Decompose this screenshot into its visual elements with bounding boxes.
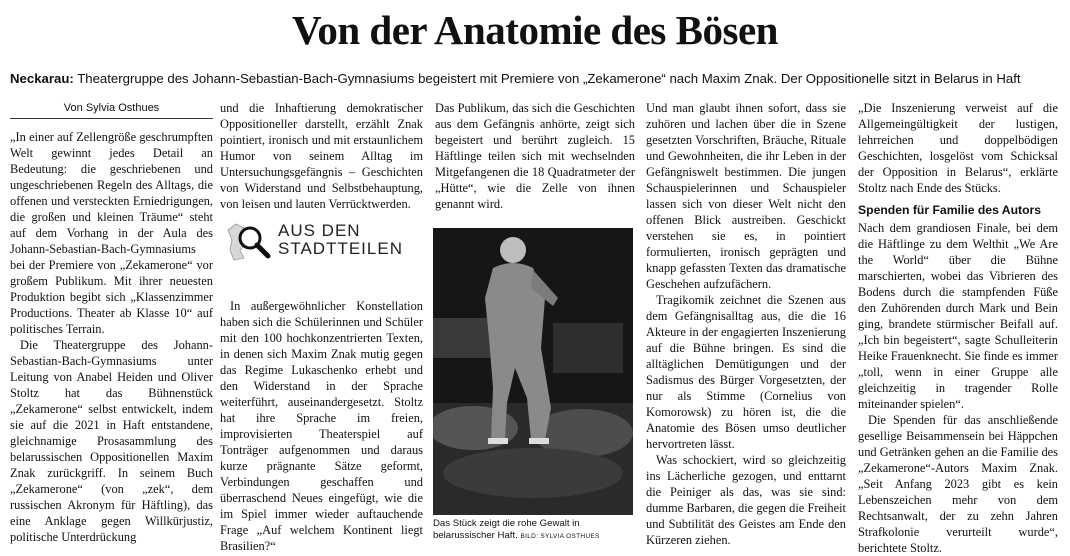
column-1 (10, 100, 213, 545)
paragraph: Die Spenden für das anschließende gesellige Beisammensein bei Häppchen und Getränken gehen an die Familie des „Zekamerone“-Autors Maxim Znak. „Seit Anfang 2023 gibt es kein Lebenszeichen mehr von dem Rechtsanwalt, der zu zehn Jahren Strafkolonie verurteilt wurde“, berichtete Stoltz. (858, 413, 1058, 555)
stage-photo (433, 228, 633, 515)
rubric-title (278, 222, 403, 258)
column-4 (646, 100, 846, 548)
rubric-line-1: AUS DEN (278, 221, 361, 240)
column-3 (435, 100, 635, 212)
paragraph: Und man glaubt ihnen sofort, dass sie zuhören und lachen über die in Szene gesetzten Vorschriften, Bräuche, Rituale und Gewohnheiten, die ihr Leben in der Gefängniswelt bestimmen. Die jungen Schauspielerinnen und Schauspieler lassen sich von dieser Welt nicht den offenen Blick austreiben. Geschickt verstehen sie es, in pointiert formulierten, ironisch geprägten und knapp gefassten Texten das dramatische Geschehen aufzufächern. (646, 101, 846, 291)
caption-text: Das Stück zeigt die rohe Gewalt in belarussischer Haft. (433, 518, 580, 541)
paragraph: In außergewöhnlicher Konstellation haben sich die Schülerinnen und Schüler mit den 100 hochkonzentrierten Texten, in denen sich Maxim Znak mutig gegen das Regime Lukaschenko erhebt und den Widerstand in der Sprache weiterführt, auseinandergesetzt. Stoltz hat ihre Sprache im freien, improvisierten Theaterspiel auf Tonträger aufgenommen und daraus kurze prägnante Sätze geformt, Verbindungen geschaffen und überraschend Neues eingefügt, wie die im Spiel immer wieder auftauchende Frage „Auf welchem Kontinent liegt Brasilien?“ (220, 299, 423, 553)
paragraph: Was schockiert, wird so gleichzeitig ins Lächerliche gezogen, und enttarnt die Peiniger als das, was sie sind: dumme Barbaren, die gegen die Freiheit und Subtilität des Geistes am Ende den Kürzeren ziehen. (646, 453, 846, 547)
subheadline (10, 70, 1070, 88)
paragraph: Tragikomik zeichnet die Szenen aus dem Gefängnisalltag aus, die die 16 Akteure in der engagierten Inszenierung auf die Bühne bringen. Es sind die alltäglichen Demütigungen und der Sadismus des Bürger Vorgesetzten, der nur als Stimme (Cornelius von Komorowsk) zu hören ist, die die Anatomie des Bösen umso deutlicher hervortreten lässt. (646, 293, 846, 451)
photo-caption (433, 518, 638, 543)
paragraph: und die Inhaftierung demokratischer Oppositioneller darstellt, erzählt Znak pointiert, ironisch und mit erstaunlichem Humor von seinem Alltag im Untersuchungsgefängnis – Geschichten von Widerstand und Selbstbehauptung, von leisen und lauten Verrücktwerden. (220, 101, 423, 211)
paragraph: Nach dem grandiosen Finale, bei dem die Häftlinge zu dem Welthit „We Are the World“ über die Bühne marschierten, wobei das Vibrieren des Bodens durch die stampfenden Füße den Zuhörenden durch Mark und Bein ging, brandete stürmischer Beifall auf. „Ich bin begeistert“, sagte Schulleiterin Heike Frauenknecht. Sie finde es immer „toll, wenn in einer Gruppe alle gleichzeitig in tragender Rolle miteinander spielen“. (858, 221, 1058, 411)
location-kicker: Neckarau: (10, 71, 74, 86)
byline: Von Sylvia Osthues (10, 100, 213, 119)
magnifier-map-icon (226, 220, 274, 264)
paragraph: Das Publikum, das sich die Geschichten aus dem Gefängnis anhörte, zeigt sich begeistert und berührt zugleich. 15 Häftlinge teilen sich mit wechselnden Mitgefangenen die 18 Quadratmeter der „Hütte“, wie die Zelle von ihnen genannt wird. (435, 101, 635, 211)
paragraph: „In einer auf Zellengröße geschrumpften Welt gewinnt jedes Detail an Bedeutung: die geschriebenen und ungeschriebenen Regeln des Alltags, die offenen und versteckten Erniedrigungen, die großen und kleinen Träume“ steht auf dem Vorhang in der Aula des Johann-Sebastian-Bach-Gymnasiums bei der Premiere von „Zekamerone“ vor großem Publikum. Mit ihrer neuesten Produktion begibt sich „Klassenzimmer Productions. Theater ab Klasse 10“ auf politisches Terrain. (10, 130, 213, 336)
crosshead: Spenden für Familie des Autors (858, 203, 1042, 217)
rubric-line-2: STADTTEILEN (278, 239, 403, 258)
photo-credit: BILD: SYLVIA OSTHUES (520, 533, 600, 540)
paragraph: Die Theatergruppe des Johann-Sebastian-Bach-Gymnasiums unter Leitung von Anabel Heiden und Oliver Stoltz hat das Bühnenstück „Zekamerone“ selbst entwickelt, indem sie auf die 2021 in Haft entstandene, gleichnamige Prosasammlung des belarussischen Oppositionellen Maxim Znak zurückgriff. In seinem Buch „Zekamerone“ (von „zek“, dem russischen Akronym für Häftling), das eine Anklage gegen Willkürjustiz, politische Unterdrückung (10, 338, 213, 544)
section-rubric (220, 216, 423, 278)
stage-photo-illustration (433, 228, 633, 515)
column-2 (220, 100, 423, 554)
subheadline-text: Theatergruppe des Johann-Sebastian-Bach-Gymnasiums begeistert mit Premiere von „Zekamerone“ nach Maxim Znak. Der Oppositionelle sitzt in Belarus in Haft (73, 71, 1021, 86)
paragraph: „Die Inszenierung verweist auf die Allgemeingültigkeit der lustigen, lehrreichen und doppelbödigen Geschichten, losgelöst vom Schicksal der Opposition in Belarus“, erklärte Stoltz nach Ende des Stücks. (858, 101, 1058, 195)
headline: Von der Anatomie des Bösen (292, 7, 778, 53)
column-5 (858, 100, 1058, 556)
